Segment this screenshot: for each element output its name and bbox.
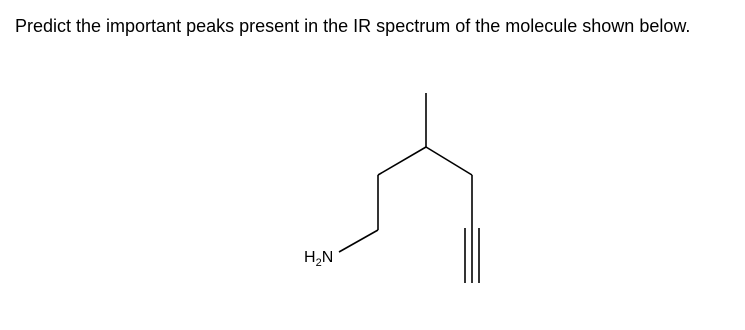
question-text: Predict the important peaks present in the IR spectrum of the molecule shown below. [15, 16, 691, 36]
amine-label [304, 249, 333, 269]
amine-label-h: H [304, 249, 316, 266]
bond-c1-n [339, 230, 378, 252]
bond-c3-c2 [378, 147, 426, 175]
amine-label-n: N [321, 249, 334, 266]
bond-c3-c4 [426, 147, 472, 175]
amine-label-subscript: 2 [315, 257, 322, 269]
